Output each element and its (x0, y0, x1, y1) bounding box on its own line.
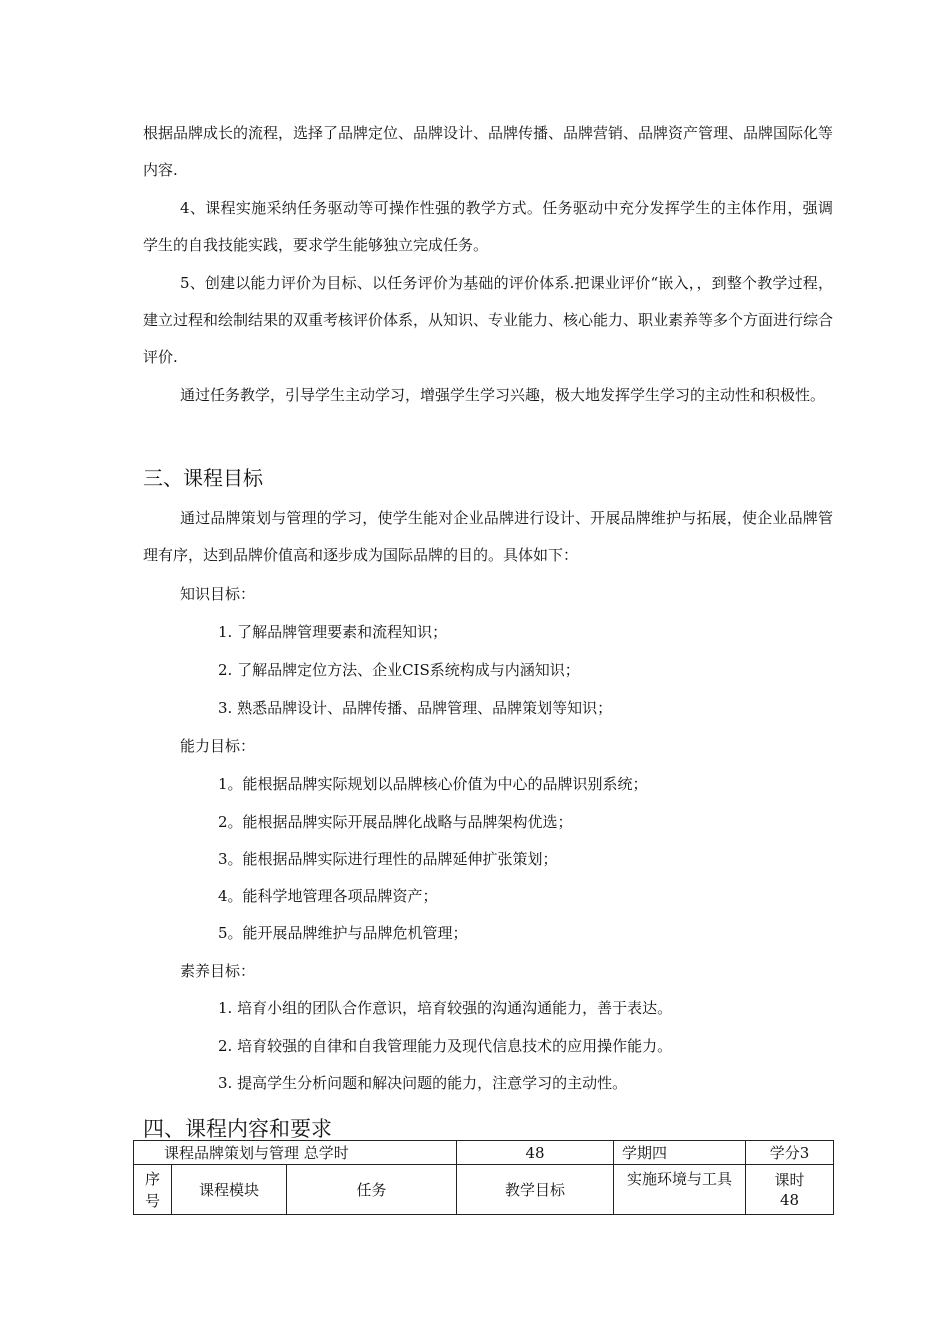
heading-course-content: 四、课程内容和要求 (143, 1117, 332, 1141)
knowledge-goal-item: 1. 了解品牌管理要素和流程知识； (218, 623, 448, 641)
header-task: 任务 (287, 1165, 457, 1215)
course-table (133, 1140, 834, 1215)
header-module: 课程模块 (172, 1165, 287, 1215)
table-header-row (134, 1165, 834, 1215)
quality-goal-item: 2. 培育较强的自律和自我管理能力及现代信息技术的应用操作能力。 (218, 1037, 673, 1055)
header-period-label: 课时 (774, 1170, 805, 1189)
ability-goal-item: 1。能根据品牌实际规划以品牌核心价值为中心的品牌识别系统； (218, 775, 648, 793)
credit-cell: 学分3 (746, 1141, 834, 1165)
paragraph-goals-intro: 通过品牌策划与管理的学习，使学生能对企业品牌进行设计、开展品牌维护与拓展，使企业品牌管理有序，达到品牌价值高和逐步成为国际品牌的目的。具体如下： (143, 509, 833, 564)
header-env: 实施环境与工具 (614, 1165, 746, 1215)
quality-goals-title: 素养目标： (180, 962, 256, 980)
total-hours-cell: 48 (457, 1141, 614, 1165)
semester-cell: 学期四 (614, 1141, 746, 1165)
ability-goals-title: 能力目标： (180, 737, 256, 755)
quality-goal-item: 1. 培育小组的团队合作意识，培育较强的沟通沟通能力，善于表达。 (218, 999, 673, 1017)
heading-course-goals: 三、课程目标 (143, 466, 263, 490)
ability-goal-item: 5。能开展品牌维护与品牌危机管理； (218, 924, 468, 942)
knowledge-goal-item: 2. 了解品牌定位方法、企业CIS系统构成与内涵知识； (218, 661, 580, 679)
ability-goal-item: 2。能根据品牌实际开展品牌化战略与品牌架构优选； (218, 813, 573, 831)
paragraph-task-teaching: 通过任务教学，引导学生主动学习，增强学生学习兴趣，极大地发挥学生学习的主动性和积极性。 (180, 386, 826, 404)
table-row-course-info (134, 1141, 834, 1165)
header-seq: 序号 (134, 1165, 172, 1215)
ability-goal-item: 3。能根据品牌实际进行理性的品牌延伸扩张策划； (218, 850, 558, 868)
paragraph-brand-flow: 根据品牌成长的流程，选择了品牌定位、品牌设计、品牌传播、品牌营销、品牌资产管理、品牌国际化等内容. (143, 124, 834, 179)
knowledge-goals-title: 知识目标： (180, 585, 256, 603)
paragraph-task-driven: 4、课程实施采纳任务驱动等可操作性强的教学方式。任务驱动中充分发挥学生的主体作用，强调学生的自我技能实践，要求学生能够独立完成任务。 (143, 199, 833, 254)
header-period-value: 48 (779, 1190, 800, 1209)
ability-goal-item: 4。能科学地管理各项品牌资产； (218, 887, 438, 905)
course-name-cell: 课程品牌策划与管理 总学时 (134, 1141, 457, 1165)
quality-goal-item: 3. 提高学生分析问题和解决问题的能力，注意学习的主动性。 (218, 1074, 628, 1092)
header-goal: 教学目标 (457, 1165, 614, 1215)
knowledge-goal-item: 3. 熟悉品牌设计、品牌传播、品牌管理、品牌策划等知识； (218, 699, 613, 717)
paragraph-evaluation-system: 5、创建以能力评价为目标、以任务评价为基础的评价体系.把课业评价“嵌入，，到整个教学过程，建立过程和绘制结果的双重考核评价体系，从知识、专业能力、核心能力、职业素养等多个方面进行综合评价. (143, 274, 834, 366)
header-period (746, 1165, 834, 1215)
